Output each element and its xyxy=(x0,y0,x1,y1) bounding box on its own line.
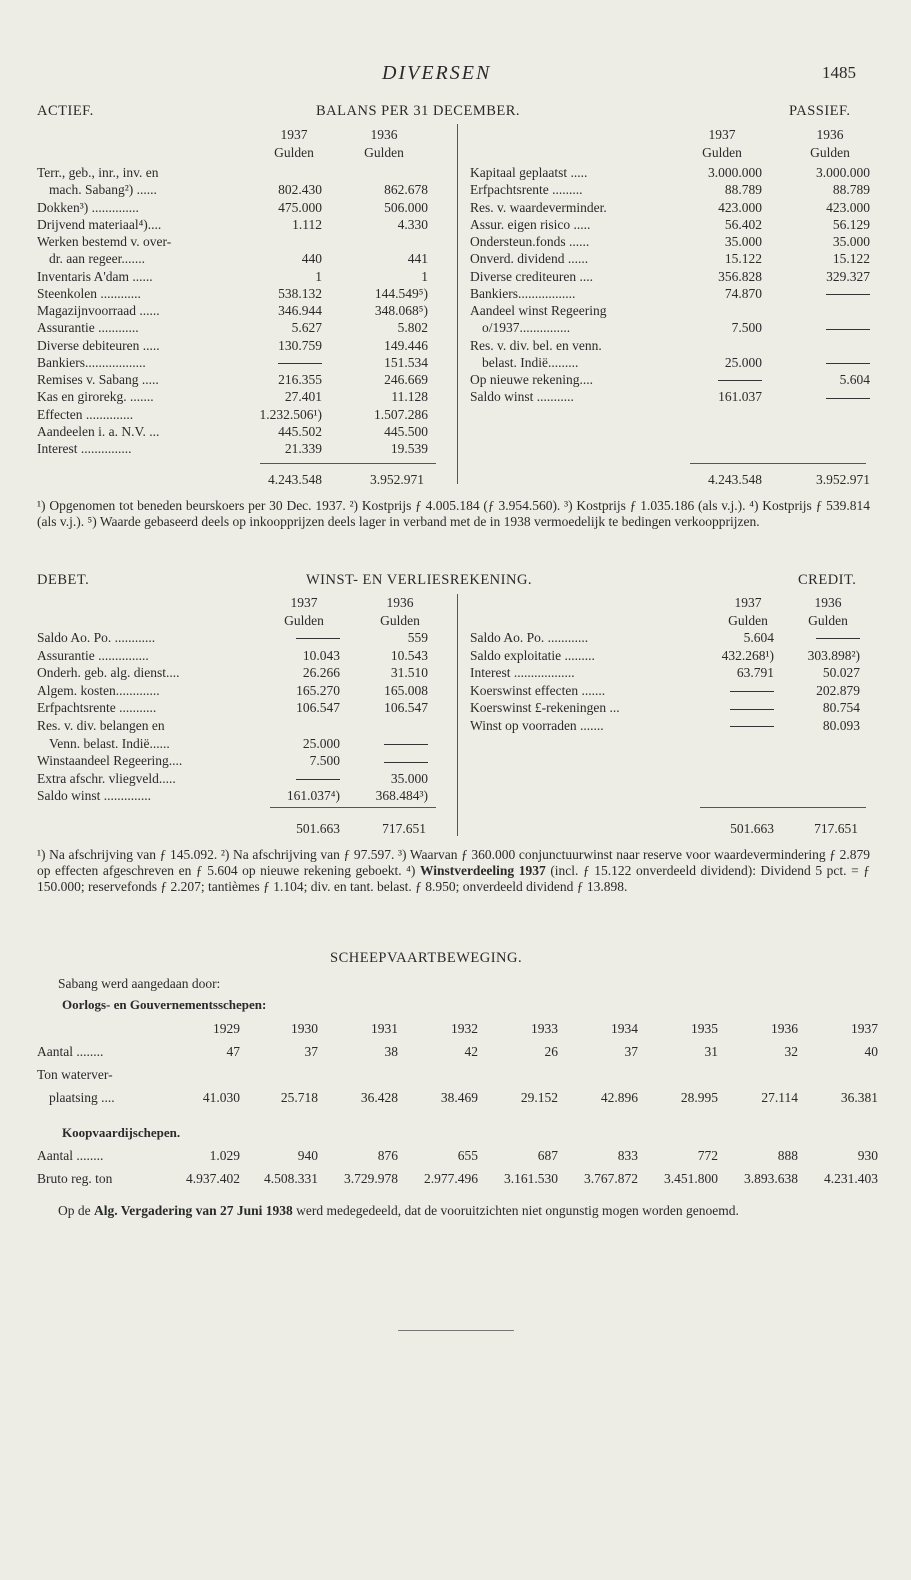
scheep-year: 1934 xyxy=(611,1021,638,1036)
scheep-koop-aantal-cell: 1.029 xyxy=(209,1148,240,1163)
actief-row-1936: 11.128 xyxy=(391,389,428,405)
actief-total-1936: 3.952.971 xyxy=(370,472,424,487)
actief-row-1936: 5.802 xyxy=(397,320,428,336)
ton-label-2: plaatsing .... xyxy=(49,1090,115,1105)
credit-year1: 1937 xyxy=(734,595,762,610)
aantal-label-2: Aantal ........ xyxy=(37,1148,104,1163)
debet-row-1937: 10.043 xyxy=(302,647,340,663)
scheep-year: 1933 xyxy=(531,1021,558,1036)
credit-row-label: Saldo Ao. Po. ............ xyxy=(470,630,589,645)
scheep-bruto-cell: 2.977.496 xyxy=(424,1171,478,1186)
actief-row-1937: 538.132 xyxy=(278,285,322,301)
scheep-aantal-cell: 37 xyxy=(304,1044,318,1059)
debet-row-1936: 368.484³) xyxy=(375,788,428,804)
closing-paragraph xyxy=(58,1203,870,1219)
actief-row-1937: 1 xyxy=(315,268,322,284)
bruto-label: Bruto reg. ton xyxy=(37,1171,113,1186)
passief-row-1937 xyxy=(676,371,762,388)
scheep-aantal-cell: 40 xyxy=(864,1044,878,1059)
scheep-bruto-cell: 4.508.331 xyxy=(264,1171,318,1186)
passief-row-label: Bankiers................. xyxy=(470,285,576,301)
scheep-aantal-cell: 38 xyxy=(384,1044,398,1059)
scheep-koop-aantal-cell: 888 xyxy=(777,1148,798,1163)
actief-row-label: Dokken³) .............. xyxy=(37,199,139,215)
scheep-ton-cell: 27.114 xyxy=(761,1090,798,1105)
passief-row-1936: 423.000 xyxy=(826,199,870,215)
actief-row-1936: 19.539 xyxy=(390,441,428,456)
passief-unit1: Gulden xyxy=(702,145,742,160)
actief-row-1936: 441 xyxy=(407,251,428,267)
scheep-ton-cell: 38.469 xyxy=(440,1090,478,1105)
actief-row-1937: 21.339 xyxy=(284,441,322,456)
ton-label-1: Ton waterver- xyxy=(37,1067,113,1082)
credit-row-1936: 80.754 xyxy=(822,700,860,716)
scheep-bruto-cell: 3.451.800 xyxy=(664,1171,718,1186)
passief-row-1936 xyxy=(772,319,870,336)
actief-row-1937: 5.627 xyxy=(291,320,322,336)
debet-row-1936 xyxy=(340,735,428,752)
closing-bold: Alg. Vergadering van 27 Juni 1938 xyxy=(94,1203,293,1218)
scheep-ton-cell: 36.381 xyxy=(840,1090,878,1105)
passief-row-1937: 35.000 xyxy=(724,234,762,249)
actief-row-label: Effecten .............. xyxy=(37,406,134,422)
actief-unit2: Gulden xyxy=(364,145,404,160)
scheep-intro: Sabang werd aangedaan door: xyxy=(58,976,221,991)
debet-unit2: Gulden xyxy=(380,613,420,628)
winst-footnote xyxy=(37,847,870,895)
debet-row-1937: 106.547 xyxy=(296,700,340,716)
scheep-year: 1936 xyxy=(771,1021,798,1036)
debet-row-1936: 165.008 xyxy=(384,682,428,698)
passief-row-label: Saldo winst ........... xyxy=(470,389,574,405)
credit-total-1937: 501.663 xyxy=(730,821,774,836)
debet-label: DEBET. xyxy=(37,572,90,588)
closing-pre: Op de xyxy=(58,1203,91,1218)
actief-row-1936: 151.534 xyxy=(384,354,428,370)
passief-row-1937: 15.122 xyxy=(724,251,762,267)
winst-footnote-a: ¹) Na afschrijving van ƒ 145.092. ²) Na afschrijving van ƒ 97.597. ³) Waarvan ƒ 360.000 conjunctuurwinst naar reserve voor waardevermindering ƒ 2.879 op effecten afgeschreven en ƒ 5.604 op nieuwe rekening geboekt. ⁴) xyxy=(37,847,870,878)
passief-row-1936: 329.327 xyxy=(826,268,870,284)
debet-row-label: Res. v. div. belangen en xyxy=(37,718,165,733)
actief-row-1936: 862.678 xyxy=(384,182,428,198)
actief-unit1: Gulden xyxy=(274,145,314,160)
actief-row-label: Bankiers.................. xyxy=(37,354,146,370)
credit-row-1937 xyxy=(694,699,774,716)
end-rule xyxy=(398,1330,514,1331)
credit-label: CREDIT. xyxy=(798,572,857,588)
passief-year1: 1937 xyxy=(708,127,736,142)
scheep-ton-cell: 28.995 xyxy=(680,1090,718,1105)
scheep-koop-aantal-cell: 687 xyxy=(537,1148,558,1163)
debet-row-label: Extra afschr. vliegveld..... xyxy=(37,770,176,786)
actief-row-label: mach. Sabang²) ...... xyxy=(49,182,157,198)
actief-label: ACTIEF. xyxy=(37,103,94,119)
passief-row-1937: 423.000 xyxy=(718,199,762,215)
passief-row-label: Res. v. waardeverminder. xyxy=(470,199,607,215)
passief-row-label: Erfpachtsrente ......... xyxy=(470,182,583,198)
page-number: 1485 xyxy=(822,63,856,82)
credit-unit2: Gulden xyxy=(808,613,848,628)
passief-row-label: Ondersteun.fonds ...... xyxy=(470,234,590,249)
credit-row-1937: 432.268¹) xyxy=(721,647,774,663)
debet-row-1936 xyxy=(340,752,428,769)
actief-total-rule xyxy=(260,463,436,464)
actief-row-label: Magazijnvoorraad ...... xyxy=(37,303,160,318)
credit-row-1936 xyxy=(774,629,860,646)
debet-row-label: Saldo winst .............. xyxy=(37,788,152,804)
debet-row-1937: 25.000 xyxy=(302,735,340,751)
debet-year1: 1937 xyxy=(290,595,318,610)
passief-row-label: Res. v. div. bel. en venn. xyxy=(470,337,602,353)
winst-footnote-b: (incl. ƒ 15.122 onverdeeld dividend): Dividend 5 pct. = ƒ 150.000; reservefonds ƒ 2.207; tantièmes ƒ 1.104; div. en tant. belast. ƒ 8.950; onverdeeld dividend ƒ 13.898. xyxy=(37,863,870,894)
credit-row-label: Koerswinst effecten ....... xyxy=(470,682,606,698)
passief-row-1936: 88.789 xyxy=(832,182,870,198)
credit-year2: 1936 xyxy=(814,595,842,610)
debet-row-1936: 10.543 xyxy=(390,647,428,663)
passief-row-1937: 74.870 xyxy=(724,285,762,301)
passief-row-1936: 35.000 xyxy=(832,234,870,249)
credit-row-label: Koerswinst £-rekeningen ... xyxy=(470,700,620,716)
scheep-year: 1937 xyxy=(851,1021,878,1036)
passief-row-1936 xyxy=(772,354,870,371)
credit-total-rule xyxy=(700,807,866,808)
debet-row-label: Assurantie ............... xyxy=(37,647,149,663)
winst-title: WINST- EN VERLIESREKENING. xyxy=(306,572,533,588)
scheep-koop-aantal-cell: 833 xyxy=(617,1148,638,1163)
passief-unit2: Gulden xyxy=(810,145,850,160)
actief-row-label: Interest ............... xyxy=(37,441,132,456)
debet-unit1: Gulden xyxy=(284,613,324,628)
actief-row-label: Kas en girorekg. ....... xyxy=(37,389,154,405)
scheep-bruto-cell: 3.729.978 xyxy=(344,1171,398,1186)
actief-row-1937: 27.401 xyxy=(284,389,322,405)
page-title: DIVERSEN xyxy=(382,62,492,84)
scheep-year: 1932 xyxy=(451,1021,478,1036)
actief-row-1937: 475.000 xyxy=(278,199,322,215)
passief-row-label: Assur. eigen risico ..... xyxy=(470,216,591,232)
passief-row-1936 xyxy=(772,388,870,405)
scheep-aantal-cell: 47 xyxy=(226,1044,240,1059)
passief-total-1937: 4.243.548 xyxy=(708,472,762,487)
passief-row-1937: 25.000 xyxy=(724,354,762,370)
scheep-year: 1930 xyxy=(291,1021,318,1036)
actief-row-1937 xyxy=(240,354,322,371)
passief-total-1936: 3.952.971 xyxy=(816,472,870,487)
scheep-aantal-cell: 42 xyxy=(464,1044,478,1059)
winst-divider xyxy=(457,594,458,836)
actief-row-1936: 1 xyxy=(421,268,428,284)
passief-row-label: o/1937............... xyxy=(482,320,571,336)
actief-total-1937: 4.243.548 xyxy=(268,472,322,487)
scheep-year: 1929 xyxy=(213,1021,240,1036)
actief-row-1937: 440 xyxy=(301,251,322,267)
actief-row-1936: 149.446 xyxy=(384,337,428,353)
passief-row-label: Kapitaal geplaatst ..... xyxy=(470,165,588,180)
credit-row-1937: 5.604 xyxy=(743,630,774,645)
passief-row-label: Diverse crediteuren .... xyxy=(470,268,593,284)
debet-row-1937 xyxy=(260,629,340,646)
passief-row-1937: 7.500 xyxy=(731,320,762,336)
passief-row-1937: 161.037 xyxy=(718,389,762,405)
actief-row-1936: 144.549⁵) xyxy=(374,285,428,301)
actief-row-1937: 130.759 xyxy=(278,337,322,353)
actief-row-1937: 216.355 xyxy=(278,372,322,387)
debet-row-1936: 31.510 xyxy=(390,665,428,681)
passief-row-label: Op nieuwe rekening.... xyxy=(470,372,593,387)
credit-row-1936: 80.093 xyxy=(822,718,860,733)
scheep-bruto-cell: 4.937.402 xyxy=(186,1171,240,1186)
passief-total-rule xyxy=(690,463,866,464)
balans-divider xyxy=(457,124,458,484)
scheep-koop-aantal-cell: 940 xyxy=(297,1148,318,1163)
debet-row-1937: 7.500 xyxy=(309,753,340,769)
actief-row-1936: 506.000 xyxy=(384,199,428,215)
actief-row-label: dr. aan regeer....... xyxy=(49,251,145,267)
passief-row-1936: 15.122 xyxy=(832,251,870,267)
actief-row-label: Terr., geb., inr., inv. en xyxy=(37,165,159,180)
actief-row-1936: 4.330 xyxy=(397,216,428,232)
scheep-ton-cell: 25.718 xyxy=(280,1090,318,1105)
actief-year2: 1936 xyxy=(370,127,398,142)
debet-row-label: Saldo Ao. Po. ............ xyxy=(37,630,156,645)
debet-row-label: Erfpachtsrente ........... xyxy=(37,700,157,716)
balans-footnote: ¹) Opgenomen tot beneden beurskoers per 30 Dec. 1937. ²) Kostprijs ƒ 4.005.184 (ƒ 3.954.560). ³) Kostprijs ƒ 1.035.186 (als v.j.). ⁴) Kostprijs ƒ 539.814 (als v.j.). ⁵) Waarde gebaseerd deels op inkoopprijzen deels lager in verband met de in 1938 vermoedelijk te bedingen verkoopprijzen. xyxy=(37,498,870,529)
actief-row-1936: 348.068⁵) xyxy=(374,303,428,318)
actief-row-label: Werken bestemd v. over- xyxy=(37,234,172,249)
credit-row-1936: 50.027 xyxy=(822,665,860,681)
actief-row-1937: 1.112 xyxy=(292,216,322,232)
debet-row-label: Winstaandeel Regeering.... xyxy=(37,753,183,769)
actief-row-1937: 802.430 xyxy=(278,182,322,198)
scheep-koop-aantal-cell: 772 xyxy=(697,1148,718,1163)
debet-row-label: Venn. belast. Indië...... xyxy=(49,735,170,751)
scheep-bruto-cell: 4.231.403 xyxy=(824,1171,878,1186)
scheep-year: 1931 xyxy=(371,1021,398,1036)
credit-row-label: Interest .................. xyxy=(470,665,575,681)
passief-row-1936: 5.604 xyxy=(839,372,870,387)
actief-row-1937: 445.502 xyxy=(278,423,322,439)
scheep-bruto-cell: 3.767.872 xyxy=(584,1171,638,1186)
passief-row-1937: 356.828 xyxy=(718,268,762,284)
actief-row-label: Inventaris A'dam ...... xyxy=(37,268,153,284)
credit-row-1937: 63.791 xyxy=(736,665,774,681)
scheep-koop-aantal-cell: 876 xyxy=(377,1148,398,1163)
credit-row-1937 xyxy=(694,717,774,734)
actief-row-label: Aandeelen i. a. N.V. ... xyxy=(37,423,160,439)
actief-year1: 1937 xyxy=(280,127,308,142)
actief-row-1937: 1.232.506¹) xyxy=(259,406,322,422)
credit-row-1936: 303.898²) xyxy=(807,647,860,663)
actief-row-label: Assurantie ............ xyxy=(37,320,139,336)
passief-row-label: Onverd. dividend ...... xyxy=(470,251,589,267)
scheep-aantal-cell: 32 xyxy=(784,1044,798,1059)
scheep-ton-cell: 36.428 xyxy=(360,1090,398,1105)
scheep-ton-cell: 41.030 xyxy=(202,1090,240,1105)
passief-row-1937: 3.000.000 xyxy=(708,165,762,180)
passief-row-1936: 56.129 xyxy=(832,216,870,232)
scheep-section-oorlog: Oorlogs- en Gouvernementsschepen: xyxy=(62,997,267,1012)
actief-row-1936: 1.507.286 xyxy=(374,406,428,422)
credit-row-label: Saldo exploitatie ......... xyxy=(470,647,595,663)
actief-row-1937: 346.944 xyxy=(278,303,322,318)
balans-title: BALANS PER 31 DECEMBER. xyxy=(316,103,521,119)
credit-row-1936: 202.879 xyxy=(816,682,860,698)
passief-label: PASSIEF. xyxy=(789,103,851,119)
aantal-label-1: Aantal ........ xyxy=(37,1044,104,1059)
scheep-title: SCHEEPVAARTBEWEGING. xyxy=(330,950,523,966)
credit-row-label: Winst op voorraden ....... xyxy=(470,718,604,733)
debet-row-1937: 161.037⁴) xyxy=(286,788,340,804)
actief-row-label: Drijvend materiaal⁴).... xyxy=(37,216,162,232)
debet-row-1936: 106.547 xyxy=(384,700,428,716)
scheep-koop-aantal-cell: 930 xyxy=(857,1148,878,1163)
debet-total-1936: 717.651 xyxy=(382,821,426,836)
passief-year2: 1936 xyxy=(816,127,844,142)
scheep-aantal-cell: 37 xyxy=(624,1044,638,1059)
debet-year2: 1936 xyxy=(386,595,414,610)
passief-row-label: Aandeel winst Regeering xyxy=(470,303,607,318)
scheep-section-koop: Koopvaardijschepen. xyxy=(62,1125,181,1140)
passief-row-1937: 56.402 xyxy=(724,216,762,232)
scheep-bruto-cell: 3.893.638 xyxy=(744,1171,798,1186)
credit-unit1: Gulden xyxy=(728,613,768,628)
scheep-ton-cell: 42.896 xyxy=(600,1090,638,1105)
debet-total-rule xyxy=(270,807,436,808)
scheep-year: 1935 xyxy=(691,1021,718,1036)
actief-row-1936: 246.669 xyxy=(384,372,428,387)
debet-row-1936: 35.000 xyxy=(390,770,428,786)
debet-row-1937 xyxy=(260,770,340,787)
actief-row-label: Diverse debiteuren ..... xyxy=(37,337,160,353)
passief-row-label: belast. Indië......... xyxy=(482,354,579,370)
passief-row-1936: 3.000.000 xyxy=(816,165,870,180)
passief-row-1936 xyxy=(772,285,870,302)
closing-post: werd medegedeeld, dat de vooruitzichten niet ongunstig mogen worden genoemd. xyxy=(296,1203,739,1218)
debet-row-label: Onderh. geb. alg. dienst.... xyxy=(37,665,180,681)
actief-row-label: Remises v. Sabang ..... xyxy=(37,372,159,387)
debet-row-label: Algem. kosten............. xyxy=(37,682,160,698)
debet-row-1937: 26.266 xyxy=(302,665,340,681)
winstverdeeling-label: Winstverdeeling 1937 xyxy=(419,863,546,878)
scheep-ton-cell: 29.152 xyxy=(520,1090,558,1105)
debet-total-1937: 501.663 xyxy=(296,821,340,836)
debet-row-1936: 559 xyxy=(407,630,428,645)
passief-row-1937: 88.789 xyxy=(724,182,762,198)
actief-row-1936: 445.500 xyxy=(384,423,428,439)
credit-total-1936: 717.651 xyxy=(814,821,858,836)
scheep-aantal-cell: 26 xyxy=(544,1044,558,1059)
actief-row-label: Steenkolen ............ xyxy=(37,285,141,301)
credit-row-1937 xyxy=(694,682,774,699)
scheep-bruto-cell: 3.161.530 xyxy=(504,1171,558,1186)
scheep-aantal-cell: 31 xyxy=(704,1044,718,1059)
scheep-koop-aantal-cell: 655 xyxy=(457,1148,478,1163)
debet-row-1937: 165.270 xyxy=(296,682,340,698)
